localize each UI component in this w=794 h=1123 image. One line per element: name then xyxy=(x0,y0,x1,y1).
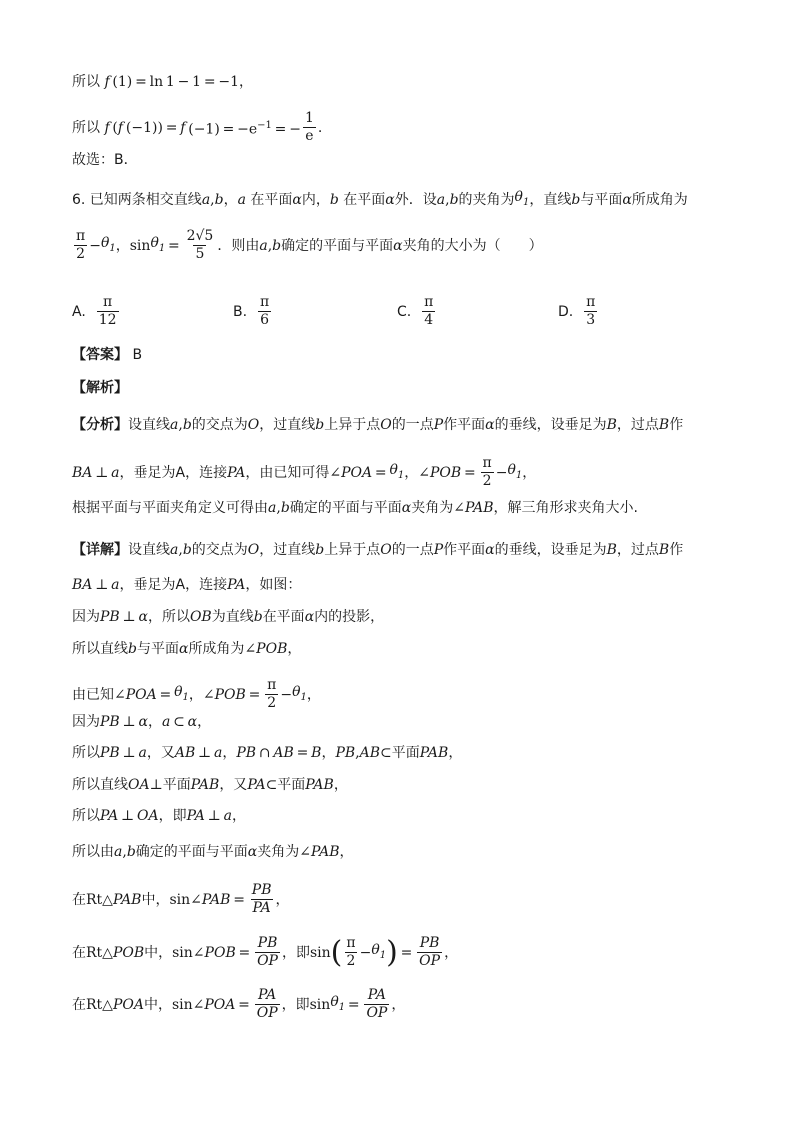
option-a[interactable]: A. $\frac{\pi}{12}$ xyxy=(72,294,117,328)
analysis-line2: BA ⊥ a ，垂足为A，连接 PA ，由已知可得 ∠ POA = $\theta_1$ ， ∠ POB = $\frac{\pi}{2}$ − $\theta_1$ ， xyxy=(72,455,537,489)
analysis-line1: 【分析】 设直线 a , b 的交点为 O ，过直线 b 上异于点 O 的一点 P 作平面 α 的垂线，设垂足为 B ，过点 B 作 xyxy=(72,417,684,433)
detail-line4: 所以直线 b 与平面 α 所成角为 ∠ POB ， xyxy=(72,641,302,657)
detail-line13: 在 Rt△ POA 中， sin∠ POA = $\frac{PA}{OP}$ ，即 sin $\theta_1$ = $\frac{PA}{OP}$ ， xyxy=(72,987,406,1021)
option-c[interactable]: C. $\frac{\pi}{4}$ xyxy=(397,294,434,328)
detail-line6: 因为 PB ⊥ α ， a ⊂ α ， xyxy=(72,714,212,730)
detail-line2: BA ⊥ a ，垂足为A，连接 PA ，如图： xyxy=(72,577,302,593)
detail-line7: 所以 PB ⊥ a ，又 AB ⊥ a ， PB ∩ AB = B ， PB , AB ⊂ 平面 PAB ， xyxy=(72,745,463,761)
detail-line10: 所以由 a , b 确定的平面与平面 α 夹角为 ∠ PAB ， xyxy=(72,844,354,860)
detail-line8: 所以直线 OA ⊥ 平面 PAB ，又 PA ⊂ 平面 PAB ， xyxy=(72,777,348,793)
detail-line5: 由已知 ∠ POA = $\theta_1$ ， ∠ POB = $\frac{\pi}{2}$ − $\theta_1$ ， xyxy=(72,677,321,711)
detail-line12: 在 Rt△ POB 中， sin∠ POB = $\frac{PB}{OP}$ ，即 sin ( $\frac{\pi}{2}$ − $\theta_1$ ) = $\frac{PB}{OP}$ ， xyxy=(72,934,459,970)
detail-line9: 所以 PA ⊥ OA ，即 PA ⊥ a ， xyxy=(72,808,246,824)
answer-line xyxy=(72,345,142,365)
question-6-line1: 6. 已知两条相交直线 a , b ， a 在平面 α 内， b 在平面 α 外．设 a , b 的夹角为 $\theta_1$ ，直线 b 与平面 α 所成角为 xyxy=(72,189,688,208)
line-ff: 所以 f ( f (−1)) = f $(-1) = -e^{-1}$ = − $\frac{1}{e}$ . xyxy=(72,110,323,144)
option-b[interactable]: B. $\frac{\pi}{6}$ xyxy=(233,294,270,328)
line-f1: 所以 f (1) = ln 1 − 1 = −1 ， xyxy=(72,74,253,90)
analysis-tag: 【解析】 xyxy=(72,380,128,396)
detail-line3: 因为 PB ⊥ α ，所以 OB 为直线 b 在平面 α 内的投影， xyxy=(72,609,385,625)
question-6-line2: $\frac{\pi}{2}$ − $\theta_1$ ， sin $\theta_1$ = $\frac{2√5}{5}$ ．则由 a , b 确定的平面与平面 α 夹角的大小为（ ） xyxy=(76,228,543,262)
detail-line11: 在 Rt△ PAB 中， sin∠ PAB = $\frac{PB}{PA}$ ， xyxy=(72,882,290,916)
option-d[interactable]: D. $\frac{\pi}{3}$ xyxy=(558,294,596,328)
answer-tag: 【答案】 xyxy=(72,347,128,363)
line-choice: 故选：B． xyxy=(72,152,138,168)
analysis-line3: 根据平面与平面夹角定义可得由 a , b 确定的平面与平面 α 夹角为 ∠ PAB ，解三角形求夹角大小. xyxy=(72,500,638,516)
answer-value: B xyxy=(132,347,143,363)
detail-line1: 【详解】 设直线 a , b 的交点为 O ，过直线 b 上异于点 O 的一点 P 作平面 α 的垂线，设垂足为 B ，过点 B 作 xyxy=(72,542,684,558)
